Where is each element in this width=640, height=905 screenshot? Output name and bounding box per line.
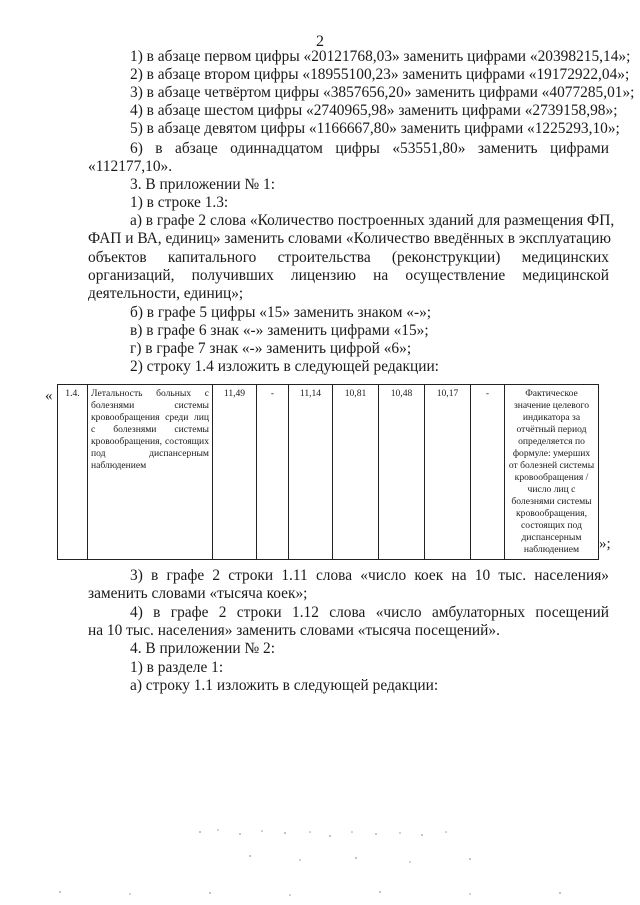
page-number: 2 [316,33,324,50]
text-line: 1) в абзаце первом цифры «20121768,03» заменить цифрами «20398215,14»; [130,48,631,65]
text-line: 2) в абзаце втором цифры «18955100,23» заменить цифрами «19172922,04»; [130,66,630,83]
text-line: 4) в абзаце шестом цифры «2740965,98» заменить цифрами «2739158,98»; [130,102,618,119]
indicator-note: Фактическое значение целевого индикатора за отчётный период определяется по формуле: умерших от болезней системы кровообращения / число лиц с болезнями системы кровообращения, состоящих под диспансерным наблюдением [505,385,599,560]
quote-close: »; [599,536,611,552]
text-line: деятельности, единиц»; [88,285,244,302]
text-line: 5) в абзаце девятом цифры «1166667,80» заменить цифрами «1225293,10»; [130,120,620,137]
row-number: 1.4. [58,385,88,560]
text-line: 6) в абзаце одиннадцатом цифры «53551,80» заменить цифрами [130,140,609,157]
value-cell: - [471,385,505,560]
text-line: г) в графе 7 знак «-» заменить цифрой «6»; [130,340,412,357]
text-line: в) в графе 6 знак «-» заменить цифрами «15»; [130,322,429,339]
table-row [58,385,599,560]
text-line: 3) в абзаце четвёртом цифры «3857656,20» заменить цифрами «4077285,01»; [130,84,635,101]
value-cell: 10,81 [333,385,379,560]
text-line: а) в графе 2 слова «Количество построенных зданий для размещения ФП, [130,212,615,229]
text-line: 1) в разделе 1: [130,659,224,676]
text-line: заменить словами «тысяча коек»; [88,585,308,602]
text-line: объектов капитального строительства (реконструкции) медицинских [88,249,609,266]
value-cell: 10,17 [425,385,471,560]
text-line: 1) в строке 1.3: [130,194,229,211]
value-cell: 11,14 [289,385,333,560]
text-line: на 10 тыс. населения» заменить словами «тысяча посещений». [88,622,500,639]
text-line: 2) строку 1.4 изложить в следующей редакции: [130,358,439,375]
indicator-name: Летальность больных с болезнями системы кровообращения среди лиц с болезнями системы кровообращения, состоящих под диспансерным наблюдением [88,385,213,560]
text-line: а) строку 1.1 изложить в следующей редакции: [130,677,439,694]
scan-noise [0,820,640,900]
section-heading: 3. В приложении № 1: [130,176,275,193]
text-line: 3) в графе 2 строки 1.11 слова «число коек на 10 тыс. населения» [130,567,609,584]
quote-open: « [45,388,53,404]
section-heading: 4. В приложении № 2: [130,640,275,657]
text-line: «112177,10». [88,158,173,175]
text-line: ФАП и ВА, единиц» заменить словами «Количество введённых в эксплуатацию [88,230,611,247]
value-cell: 10,48 [379,385,425,560]
text-line: организаций, получивших лицензию на осуществление медицинской [88,267,609,284]
value-cell: 11,49 [213,385,257,560]
replacement-table-row [57,384,599,560]
value-cell: - [257,385,289,560]
text-line: б) в графе 5 цифры «15» заменить знаком «-»; [130,304,432,321]
text-line: 4) в графе 2 строки 1.12 слова «число амбулаторных посещений [130,604,609,621]
